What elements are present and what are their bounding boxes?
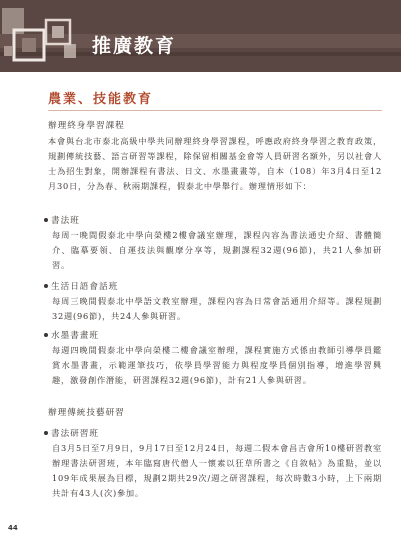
list-item-desc: 每周三晚間假泰北中學語文教室辦理，課程內容為日常會話通用介紹等。課程規劃32週(96節)，共24人參與研習。 xyxy=(52,296,382,321)
program1-subhead: 辦理終身學習課程 xyxy=(48,121,125,131)
page-header xyxy=(0,0,401,72)
list-item-title: 生活日語會話班 xyxy=(51,282,119,292)
bullet-icon xyxy=(44,333,48,337)
list-item-bullet xyxy=(44,215,80,227)
page-content xyxy=(0,72,401,549)
decorative-squares-icon xyxy=(0,0,82,72)
list-item-title: 書法班 xyxy=(51,216,80,226)
bullet-icon xyxy=(44,218,48,222)
program1-intro: 本會與台北市泰北高級中學共同辦理終身學習課程，呼應政府終身學習之教育政策，規劃傳統技藝、語言研習等課程，除保留相關基金會等人員研習名額外，另以社會人士為招生對象，開辦課程有書法、日文、水墨畫畫等，自本（108）年3月4日至12月30日，分為春、秋兩期課程，假泰北中學舉行。辦理情形如下： xyxy=(48,136,382,191)
program2-subhead: 辦理傳統技藝研習 xyxy=(48,408,125,418)
list-item-desc: 自3月5日至7月9日，9月17日至12月24日，每週二假本會昌吉會所10樓研習教室辦理書法研習班，本年臨寫唐代僧人一懷素以狂草所書之《自敘帖》為重點，並以109年成果展為目標，規劃2期共29次/週之研習課程，每次時數3小時，上下兩期共計有43人(次)參加。 xyxy=(52,443,382,498)
list-item-bullet xyxy=(44,281,118,293)
list-item-title: 水墨書畫班 xyxy=(51,331,99,341)
list-item-bullet xyxy=(44,428,99,440)
section-title: 農業、技能教育 xyxy=(48,92,154,107)
list-item-desc: 每周一晚間假泰北中學向榮樓2樓會議室辦理，課程內容為書法通史介紹、書體簡介、臨摹要領、自運技法與觀摩分享等，規劃課程32週(96節)，共21人參加研習。 xyxy=(52,230,382,270)
list-item-desc: 每週四晚間假泰北中學向榮樓二樓會議室辦理，課程實施方式係由教師引導學員鑑賞水墨書畫，示範運筆技巧，依學員學習能力與程度學員個別指導，增進學習興趣，激發創作潛能，研習課程32週(96節)，計有21人參與研習。 xyxy=(52,345,382,385)
page-title: 推廣教育 xyxy=(92,35,177,57)
section-divider xyxy=(48,110,382,111)
bullet-icon xyxy=(44,431,48,435)
page-number: 44 xyxy=(8,524,18,532)
list-item-bullet xyxy=(44,330,99,342)
list-item-title: 書法研習班 xyxy=(51,429,99,439)
bullet-icon xyxy=(44,284,48,288)
